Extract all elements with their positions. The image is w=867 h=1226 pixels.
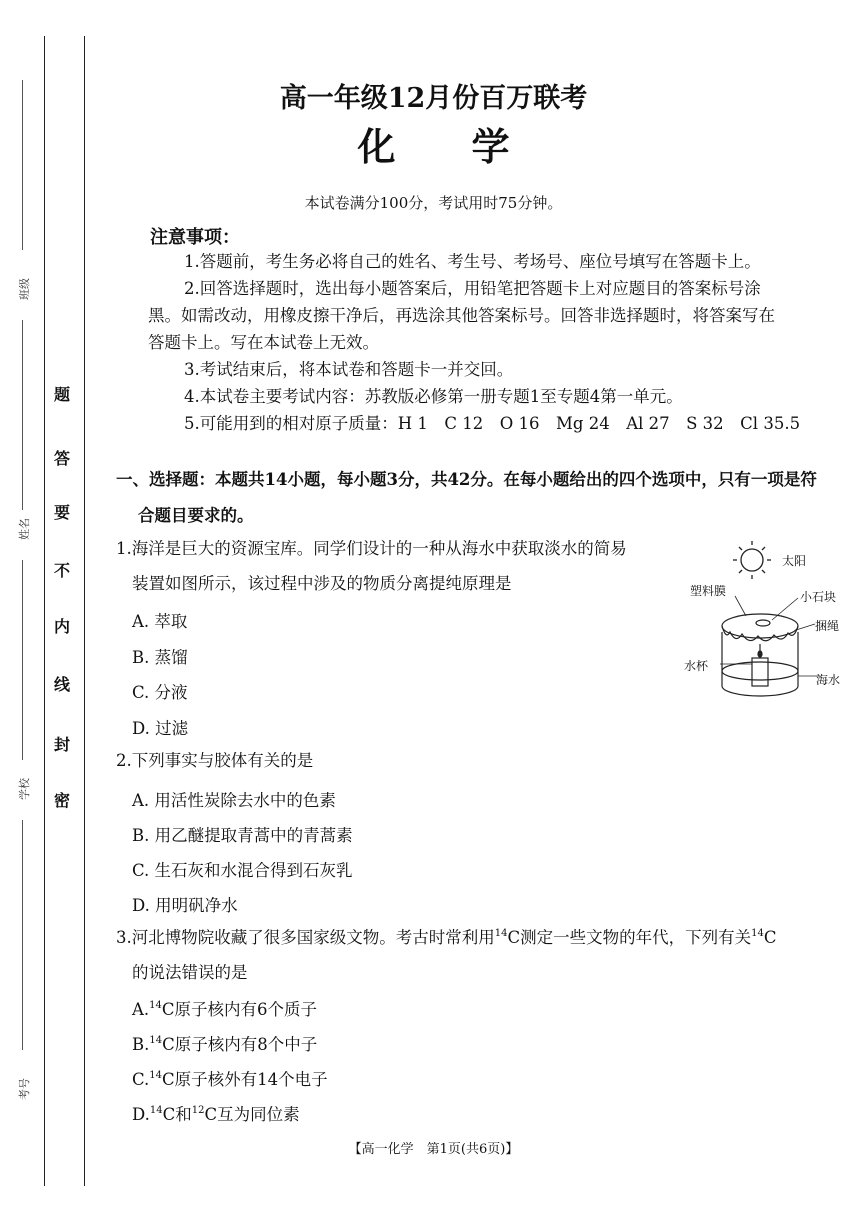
notice-heading: 注意事项： [150,227,240,248]
figure-label-sun: 太阳 [782,554,807,568]
figure-label-stone: 小石块 [800,590,837,604]
superscript-14: 14 [149,1035,163,1046]
option-prefix: A. [132,1000,150,1019]
option-text: C互为同位素 [204,1105,300,1124]
exam-info: 本试卷满分100分，考试用时75分钟。 [304,194,563,212]
question-1-stem-cont: 装置如图所示，该过程中涉及的物质分离提纯原理是 [132,574,512,593]
notice-item-2-cont: 黑。如需改动，用橡皮擦干净后，再选涂其他答案标号。回答非选择题时，将答案写在 [148,306,775,325]
subject-title: 化 学 [357,124,510,169]
question-3-stem-text: C [763,928,777,947]
superscript-14: 14 [751,928,764,939]
question-3-option-b[interactable] [132,1031,317,1055]
option-text: C原子核内有8个中子 [162,1035,318,1054]
figure-label-seawater: 海水 [816,673,841,687]
binding-char: 题 [54,385,71,404]
fill-line [22,320,23,510]
page-footer: 【高一化学 第1页(共6页)】 [348,1142,519,1157]
binding-char: 内 [54,617,71,636]
option-prefix: C. [132,1070,150,1089]
side-label-class: 班级 [18,278,31,300]
superscript-14: 14 [149,1000,162,1011]
notice-item-3: 3.考试结束后，将本试卷和答题卡一并交回。 [184,360,514,379]
page-title: 高一年级12月份百万联考 [279,83,588,114]
question-3-stem [116,928,776,948]
notice-item-4: 4.本试卷主要考试内容：苏教版必修第一册专题1至专题4第一单元。 [184,387,683,406]
question-2-option-c[interactable]: C. 生石灰和水混合得到石灰乳 [132,861,353,880]
question-3-stem-cont: 的说法错误的是 [132,963,248,982]
notice-item-5: 5.可能用到的相对原子质量：H 1 C 12 O 16 Mg 24 Al 27 S 32 Cl 35.5 [184,414,801,433]
question-3-option-c[interactable] [132,1066,328,1090]
binding-char: 答 [54,449,71,468]
superscript-14: 14 [494,928,508,939]
superscript-12: 12 [191,1105,205,1116]
side-label-name: 姓名 [18,518,31,540]
question-2-option-b[interactable]: B. 用乙醚提取青蒿中的青蒿素 [132,826,353,845]
question-1-option-a[interactable]: A. 萃取 [132,612,188,631]
fill-line [22,560,23,760]
superscript-14: 14 [149,1105,163,1116]
binding-char: 不 [54,561,71,580]
notice-item-2-cont: 答题卡上。写在本试卷上无效。 [148,333,379,352]
question-1-option-d[interactable]: D. 过滤 [132,719,189,738]
option-prefix: D. [132,1105,150,1124]
option-text: C和 [162,1105,192,1124]
binding-char: 线 [54,675,71,694]
question-1-option-c[interactable]: C. 分液 [132,683,188,702]
side-label-school: 学校 [18,778,31,800]
container-icon [722,614,798,696]
question-2-stem: 2.下列事实与胶体有关的是 [116,751,314,770]
notice-item-2: 2.回答选择题时，选出每小题答案后，用铅笔把答题卡上对应题目的答案标号涂 [184,279,761,298]
binding-char: 封 [54,735,71,754]
figure-label-film: 塑料膜 [690,584,727,598]
superscript-14: 14 [149,1070,163,1081]
figure-label-cup: 水杯 [684,659,709,673]
notice-item-1: 1.答题前，考生务必将自己的姓名、考生号、考场号、座位号填写在答题卡上。 [184,252,761,271]
fill-line [22,820,23,1050]
question-2-option-a[interactable]: A. 用活性炭除去水中的色素 [132,791,336,810]
section-heading-cont: 合题目要求的。 [138,506,254,525]
question-3-stem-text: 3.河北博物院收藏了很多国家级文物。考古时常利用 [116,928,495,947]
side-label-number: 考号 [18,1078,31,1100]
option-prefix: B. [132,1035,150,1054]
section-heading: 一、选择题：本题共14小题，每小题3分，共42分。在每小题给出的四个选项中，只有一项是符 [116,470,817,489]
binding-char: 要 [54,503,71,522]
question-1-option-b[interactable]: B. 蒸馏 [132,648,188,667]
binding-char: 密 [54,791,71,810]
option-text: C原子核外有14个电子 [162,1070,328,1089]
question-2-option-d[interactable]: D. 用明矾净水 [132,896,238,915]
sun-icon [733,541,771,579]
figure-label-rope: 捆绳 [815,619,840,633]
question-3-stem-text: C测定一些文物的年代，下列有关 [507,928,752,947]
question-3-option-d[interactable] [132,1101,300,1125]
question-3-option-a[interactable] [132,996,317,1020]
question-1-stem: 1.海洋是巨大的资源宝库。同学们设计的一种从海水中获取淡水的简易 [116,539,627,558]
option-text: C原子核内有6个质子 [161,1000,318,1019]
